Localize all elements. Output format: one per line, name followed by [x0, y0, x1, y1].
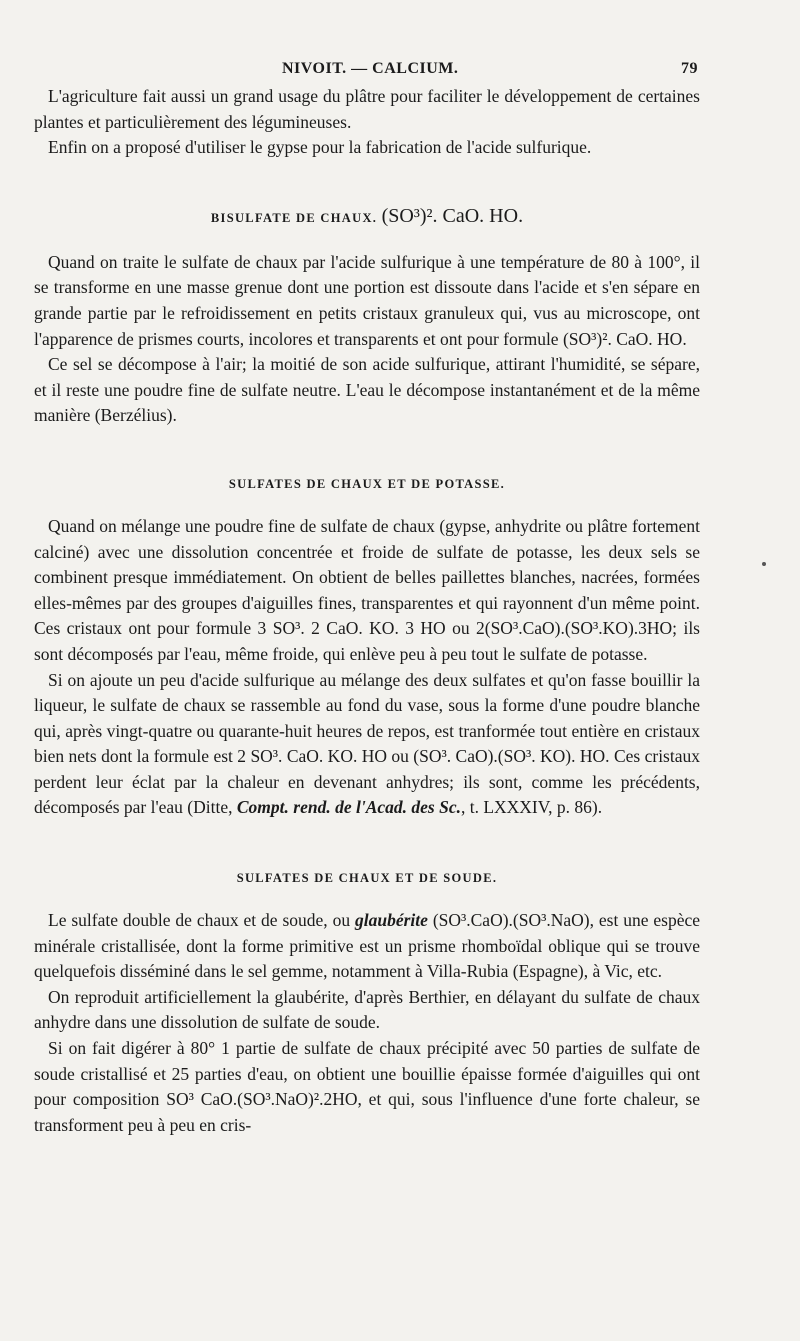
page-number: 79	[681, 60, 698, 77]
potasse-p2-text: Si on ajoute un peu d'acide sulfurique au mélange des deux sulfates et qu'on fasse bouillir la liqueur, le sulfate de chaux se rassemble au fond du vase, sous la forme d'une poudre blanche qui, après vingt-quatre ou quarante-huit heures de repos, est tranformée tout entière en cristaux bien nets dont la formule est 2 SO³. CaO. KO. HO ou (SO³. CaO).(SO³. KO). HO. Ces cristaux perdent leur éclat par la chaleur en devenant anhydres; ils sont, comme les précédents, décomposés par l'eau (Ditte,	[34, 669, 700, 818]
bisulfate-heading-formula: (SO³)². CaO. HO.	[381, 204, 524, 227]
soude-p1-end: (SO³.CaO).(SO³.NaO), est une espèce minérale cristallisée, dont la forme primitive est un prisme rhomboïdal oblique qui se trouve quelquefois disséminé dans le sel gemme, notamment à Villa-Rubia (Espagne), à Vic, etc.	[34, 910, 701, 982]
potasse-section	[34, 477, 700, 821]
intro-paragraph-1: L'agriculture fait aussi un grand usage du plâtre pour faciliter le développement de certaines plantes et particulièrement des légumineuses.	[34, 86, 700, 132]
soude-p1-start: Le sulfate double de chaux et de soude, ou	[48, 910, 351, 931]
section-heading-potasse: SULFATES DE CHAUX ET DE POTASSE.	[228, 476, 506, 491]
running-head	[34, 54, 700, 78]
soude-paragraph-1	[34, 908, 700, 985]
bisulfate-paragraph-2: Ce sel se décompose à l'air; la moitié de son acide sulfurique, attirant l'humidité, se sépare, et il reste une poudre fine de sulfate neutre. L'eau le décompose instantanément et de la même manière (Berzélius).	[34, 354, 700, 426]
intro-section	[34, 84, 700, 161]
bisulfate-heading-text: BISULFATE DE CHAUX.	[210, 210, 378, 225]
running-head-title: NIVOIT. — CALCIUM.	[282, 60, 459, 77]
section-heading-soude: SULFATES DE CHAUX ET DE SOUDE.	[236, 871, 498, 886]
intro-paragraph-2: Enfin on a proposé d'utiliser le gypse pour la fabrication de l'acide sulfurique.	[48, 137, 592, 158]
potasse-p2-reference: Compt. rend. de l'Acad. des Sc.	[236, 797, 461, 818]
bisulfate-paragraph-1: Quand on traite le sulfate de chaux par l'acide sulfurique à une température de 80 à 100°, il se transforme en une masse grenue dont une portion est dissoute dans l'acide et s'en sépare en grande partie par le refroidissement en petits cristaux granuleux qui, vus au microscope, ont l'apparence de prismes courts, incolores et transparents et ont pour formule (SO³)². CaO. HO.	[34, 251, 700, 349]
section-heading-bisulfate	[34, 205, 700, 228]
potasse-paragraph-1: Quand on mélange une poudre fine de sulfate de chaux (gypse, anhydrite ou plâtre fortement calciné) avec une dissolution concentrée et froide de sulfate de potasse, les deux sels se combinent presque immédiatement. On obtient de belles paillettes blanches, nacrées, formées elles-mêmes par des groupes d'aiguilles fines, transparentes et qui rayonnent d'un même point. Ces cristaux ont pour formule 3 SO³. 2 CaO. KO. 3 HO ou 2(SO³.CaO).(SO³.KO).3HO; ils sont décomposés par l'eau, même froide, qui enlève peu à peu tout le sulfate de potasse.	[34, 515, 700, 664]
potasse-p2-reference-end: , t. LXXXIV, p. 86).	[460, 797, 603, 818]
margin-dot	[762, 562, 766, 566]
soude-paragraph-2: On reproduit artificiellement la glaubérite, d'après Berthier, en délayant du sulfate de chaux anhydre dans une dissolution de sulfate de soude.	[34, 986, 700, 1033]
soude-p1-italic: glaubérite	[354, 910, 428, 931]
potasse-paragraph-2	[34, 668, 700, 822]
soude-paragraph-3: Si on fait digérer à 80° 1 partie de sulfate de chaux précipité avec 50 parties de sulfate de soude cristallisé et 25 parties d'eau, on obtient une bouillie épaisse formée d'aiguilles qui ont pour composition SO³ CaO.(SO³.NaO)².2HO, et qui, sous l'influence d'une forte chaleur, se transforment peu à peu en cris-	[34, 1038, 700, 1135]
soude-section	[34, 871, 700, 1138]
bisulfate-section	[34, 205, 700, 429]
